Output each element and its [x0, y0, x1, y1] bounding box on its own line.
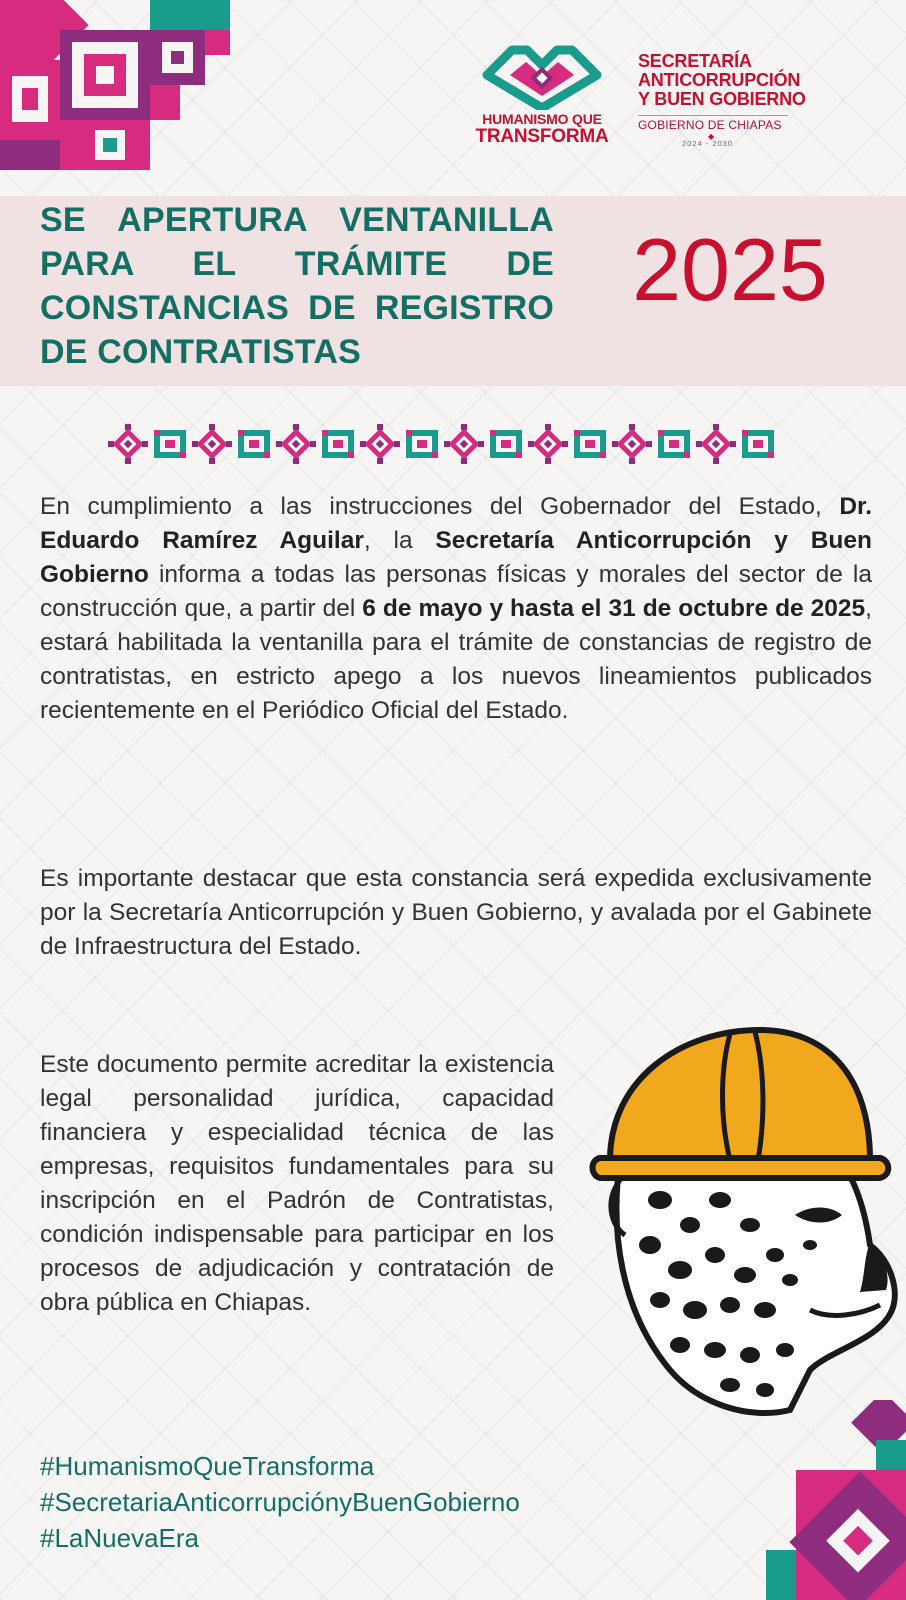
diamond-icon: ◆ — [708, 132, 715, 141]
paragraph-announcement — [40, 490, 872, 728]
paragraph-expedition: Es importante destacar que esta constancia será expedida exclusivamente por la Secretaría Anticorrupción y Buen Gobierno, y avalada por el Gabinete de Infraestructura del Estado. — [40, 865, 872, 960]
textile-corner-bottom-right — [766, 1400, 906, 1600]
governor-name: Dr. Eduardo Ramírez Aguilar — [40, 493, 872, 554]
humanismo-heart-logo-icon — [472, 40, 612, 110]
textile-ornament-strip-icon — [108, 424, 798, 464]
secretaria-name: Secretaría Anticorrupción y Buen Gobierno — [40, 527, 872, 588]
humanismo-logo-line1: HUMANISMO QUE — [482, 111, 602, 127]
government-period: 2024 - 2030 — [682, 139, 734, 148]
paragraph1-text3: informa a todas las personas físicas y morales del sector de la construcción que, a partir del — [40, 561, 872, 622]
jaguar-helmet-illustration-icon — [580, 1010, 900, 1430]
gobierno-chiapas-label: GOBIERNO DE CHIAPAS — [638, 118, 782, 132]
date-range: 6 de mayo y hasta el 31 de octubre de 2025 — [362, 595, 866, 622]
hashtag-humanismo[interactable]: #HumanismoQueTransforma — [40, 1451, 375, 1481]
secretaria-logo-line1: SECRETARÍA — [638, 51, 752, 71]
secretaria-logo — [638, 52, 878, 148]
logo-divider — [638, 115, 788, 116]
paragraph1-text4: , estará habilitada la ventanilla para el trámite de constancias de registro de contratistas, en estricto apego a los nuevos lineamientos publicados recientemente en el Periódico Oficial del Estado. — [40, 595, 872, 724]
paragraph-document-purpose: Este documento permite acreditar la existencia legal personalidad jurídica, capacidad financiera y especialidad técnica de las empresas, requisitos fundamentales para su inscripción en el Padrón de Contratistas, condición indispensable para participar en los procesos de adjudicación y contratación de obra pública en Chiapas. — [40, 1051, 554, 1316]
humanismo-logo — [462, 40, 622, 160]
paragraph1-text2: , la — [363, 527, 436, 554]
paragraph1-text1: En cumplimiento a las instrucciones del Gobernador del Estado, — [40, 493, 840, 520]
headline-title: SE APERTURA VENTANILLA PARA EL TRÁMITE DE CONSTANCIAS DE REGISTRO DE CONTRATISTAS — [40, 201, 554, 371]
humanismo-logo-line2: TRANSFORMA — [475, 126, 609, 147]
secretaria-logo-line3: Y BUEN GOBIERNO — [638, 89, 806, 109]
hashtag-nueva-era[interactable]: #LaNuevaEra — [40, 1523, 199, 1553]
hashtags — [40, 1448, 520, 1556]
hashtag-secretaria[interactable]: #SecretariaAnticorrupciónyBuenGobierno — [40, 1487, 520, 1517]
textile-corner-top-left — [0, 0, 230, 170]
secretaria-logo-line2: ANTICORRUPCIÓN — [638, 70, 801, 90]
headline-year: 2025 — [632, 220, 828, 319]
